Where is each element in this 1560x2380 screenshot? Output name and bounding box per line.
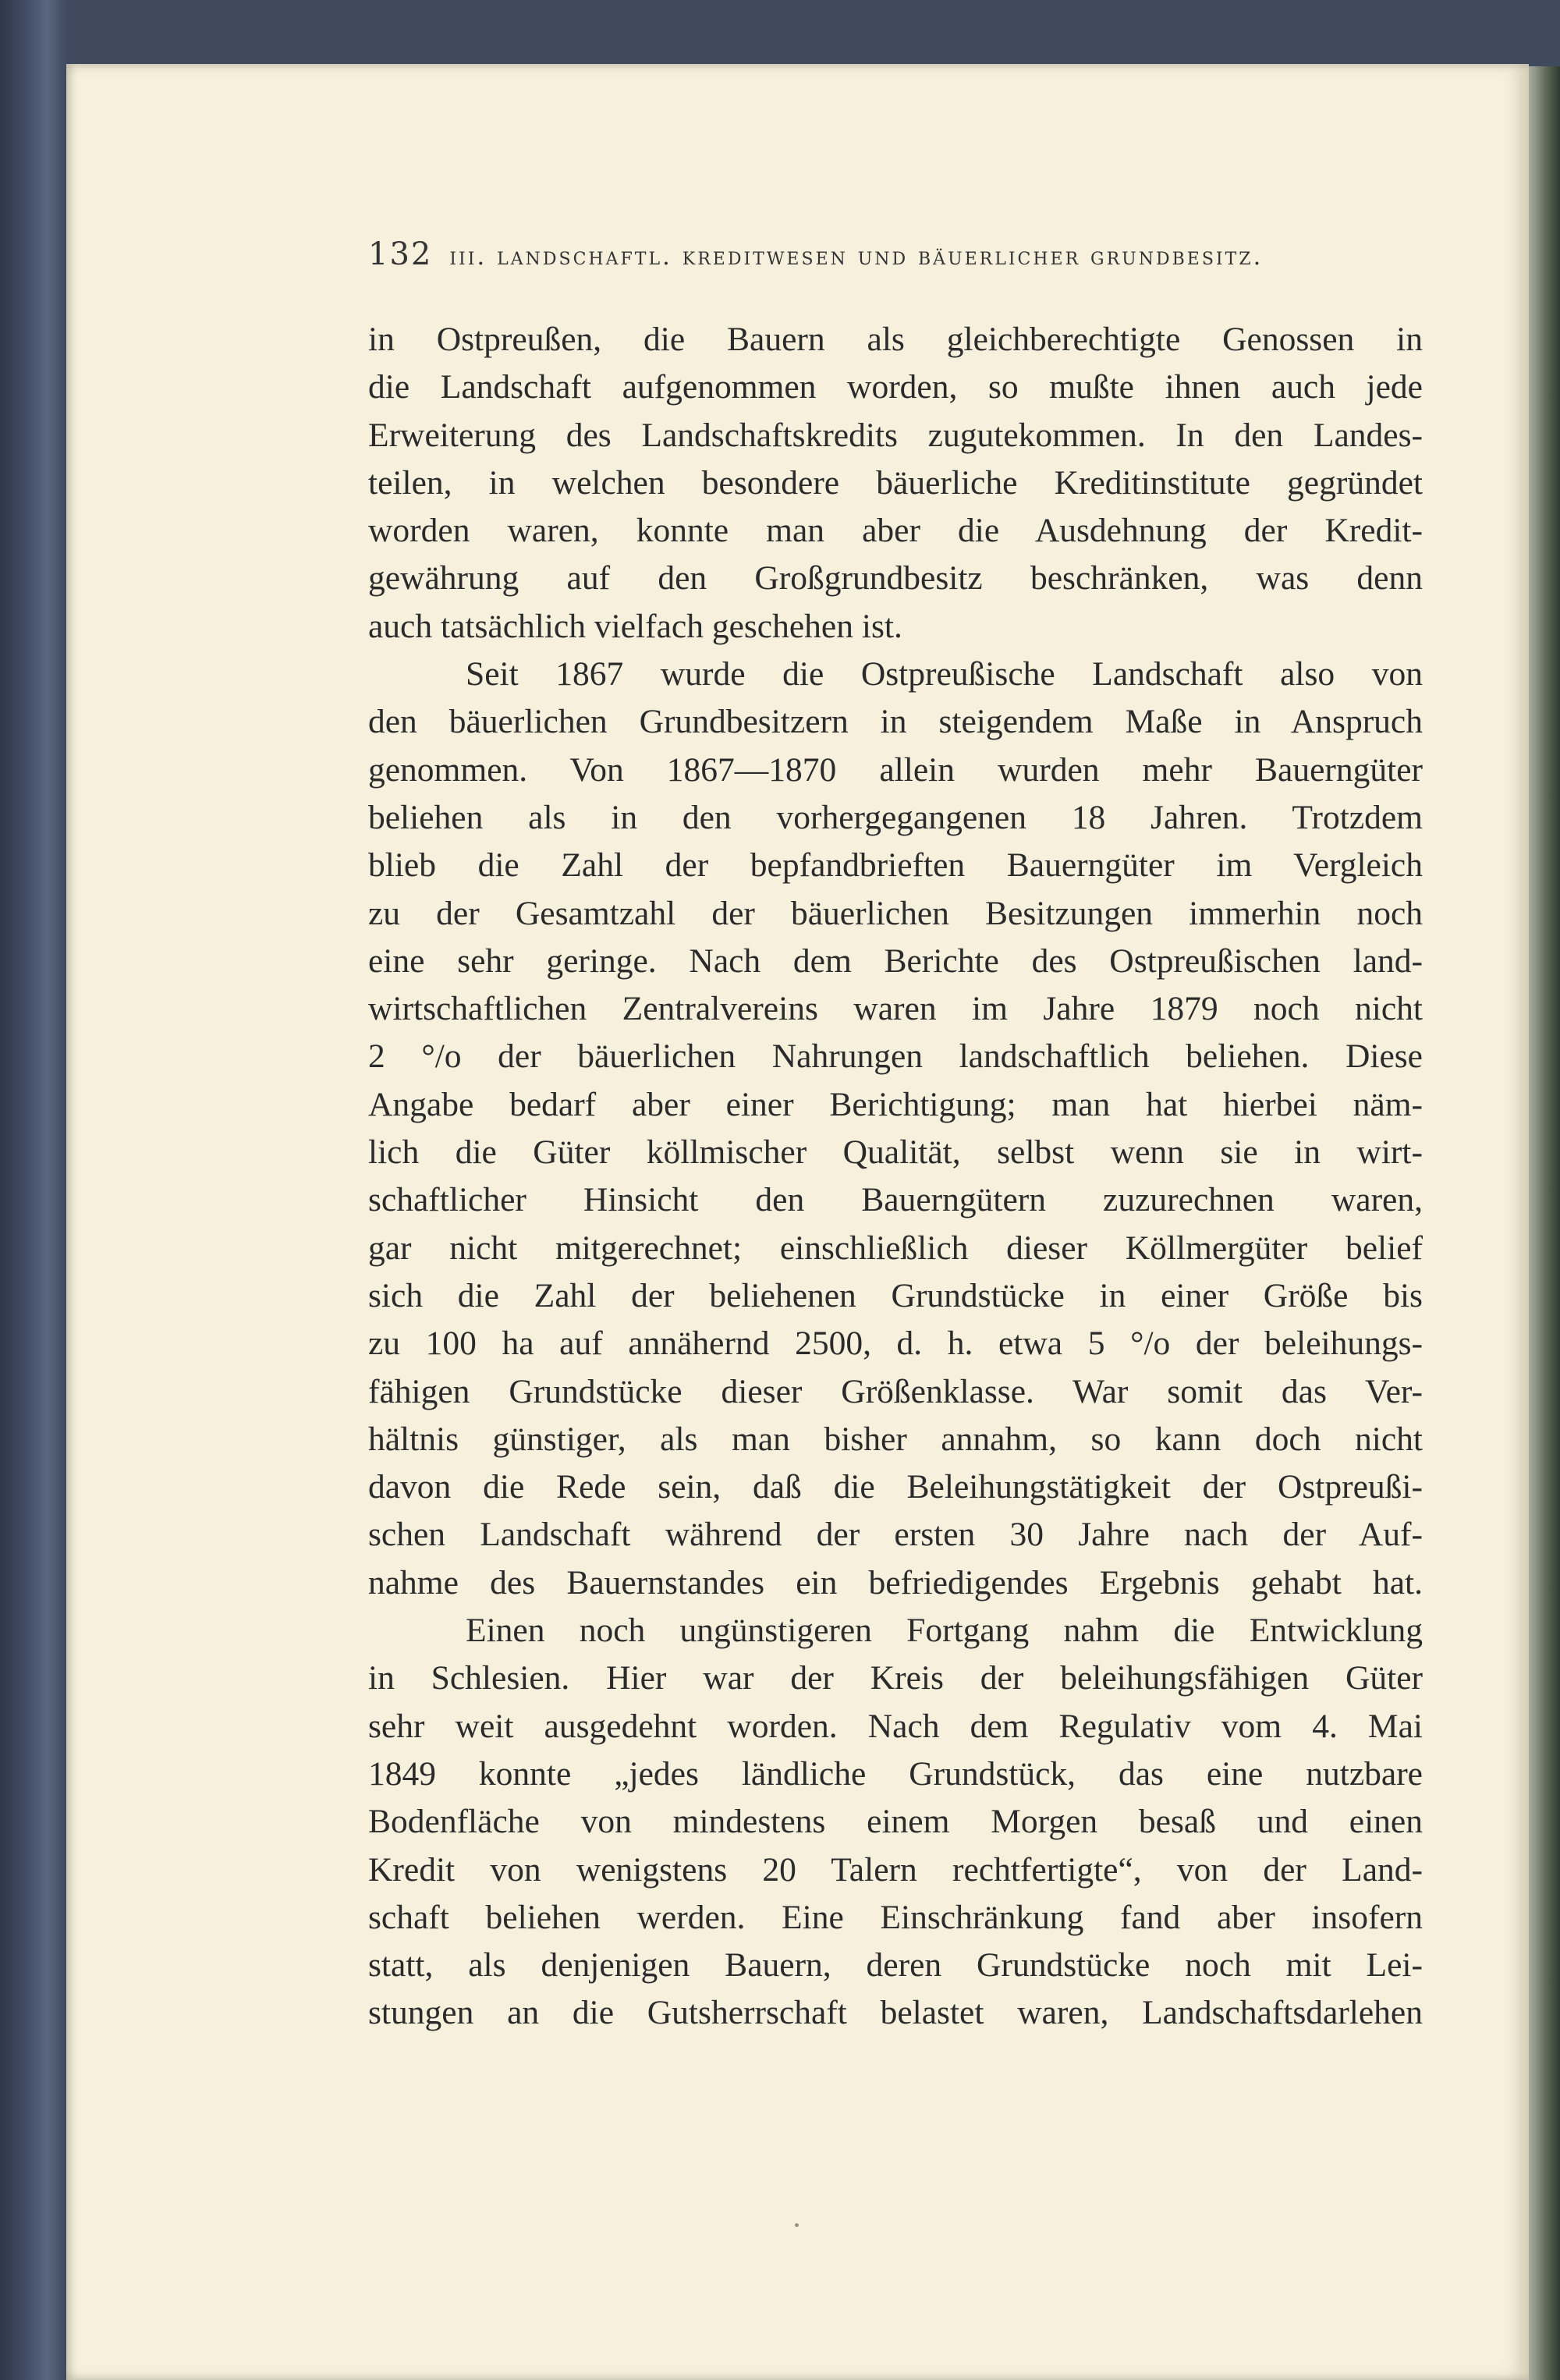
text-line: sehr weit ausgedehnt worden. Nach dem Regulativ vom 4. Mai bbox=[368, 1707, 1423, 1745]
running-title: iii. landschaftl. kreditwesen und bäuerlicher grundbesitz. bbox=[449, 243, 1264, 271]
text-line: Erweiterung des Landschaftskredits zugutekommen. In den Landes- bbox=[368, 416, 1423, 454]
text-line: die Landschaft aufgenommen worden, so mußte ihnen auch jede bbox=[368, 368, 1423, 406]
text-line: stungen an die Gutsherrschaft belastet waren, Landschaftsdarlehen bbox=[368, 1994, 1423, 2032]
text-line: worden waren, konnte man aber die Ausdehnung der Kredit- bbox=[368, 512, 1423, 550]
text-line: beliehen als in den vorhergegangenen 18 Jahren. Trotzdem bbox=[368, 798, 1423, 836]
text-line: wirtschaftlichen Zentralvereins waren im Jahre 1879 noch nicht bbox=[368, 990, 1423, 1028]
text-line: schen Landschaft während der ersten 30 Jahre nach der Auf- bbox=[368, 1516, 1423, 1554]
paragraph-first-line: Seit 1867 wurde die Ostpreußische Landschaft also von bbox=[466, 655, 1423, 693]
text-line: blieb die Zahl der bepfandbrieften Bauerngüter im Vergleich bbox=[368, 846, 1423, 885]
text-line: zu 100 ha auf annähernd 2500, d. h. etwa 5 °/o der beleihungs- bbox=[368, 1325, 1423, 1363]
paragraph-first-line: Einen noch ungünstigeren Fortgang nahm die Entwicklung bbox=[466, 1612, 1423, 1650]
text-line: 1849 konnte „jedes ländliche Grundstück, das eine nutzbare bbox=[368, 1754, 1423, 1793]
text-line: in Ostpreußen, die Bauern als gleichberechtigte Genossen in bbox=[368, 321, 1423, 358]
running-head bbox=[368, 236, 1423, 272]
text-line: fähigen Grundstücke dieser Größenklasse. War somit das Ver- bbox=[368, 1372, 1423, 1410]
text-line: lich die Güter köllmischer Qualität, selbst wenn sie in wirt- bbox=[368, 1133, 1423, 1172]
text-line: statt, als denjenigen Bauern, deren Grundstücke noch mit Lei- bbox=[368, 1946, 1423, 1985]
text-line: genommen. Von 1867—1870 allein wurden mehr Bauerngüter bbox=[368, 750, 1423, 789]
text-line: Angabe bedarf aber einer Berichtigung; man hat hierbei näm- bbox=[368, 1085, 1423, 1123]
text-line: sich die Zahl der beliehenen Grundstücke in einer Größe bis bbox=[368, 1276, 1423, 1314]
text-line: Bodenfläche von mindestens einem Morgen besaß und einen bbox=[368, 1803, 1423, 1841]
text-line: nahme des Bauernstandes ein befriedigendes Ergebnis gehabt hat. bbox=[368, 1563, 1423, 1601]
body-text bbox=[368, 316, 1423, 2038]
text-line: schaft beliehen werden. Eine Einschränkung fand aber insofern bbox=[368, 1898, 1423, 1936]
text-line: auch tatsächlich vielfach geschehen ist. bbox=[368, 607, 902, 645]
text-line: gar nicht mitgerechnet; einschließlich dieser Köllmergüter belief bbox=[368, 1229, 1423, 1267]
paper-speck bbox=[795, 2223, 799, 2227]
text-line: Kredit von wenigstens 20 Talern rechtfertigte“, von der Land- bbox=[368, 1850, 1423, 1889]
text-line: davon die Rede sein, daß die Beleihungstätigkeit der Ostpreußi- bbox=[368, 1468, 1423, 1506]
text-line: eine sehr geringe. Nach dem Berichte des Ostpreußischen land- bbox=[368, 942, 1423, 980]
text-line: den bäuerlichen Grundbesitzern in steigendem Maße in Anspruch bbox=[368, 703, 1423, 741]
text-line: zu der Gesamtzahl der bäuerlichen Besitzungen immerhin noch bbox=[368, 894, 1423, 932]
text-line: 2 °/o der bäuerlichen Nahrungen landschaftlich beliehen. Diese bbox=[368, 1037, 1423, 1076]
text-line: teilen, in welchen besondere bäuerliche Kreditinstitute gegründet bbox=[368, 463, 1423, 502]
text-line: gewährung auf den Großgrundbesitz beschränken, was denn bbox=[368, 559, 1423, 598]
text-line: in Schlesien. Hier war der Kreis der beleihungsfähigen Güter bbox=[368, 1659, 1423, 1697]
text-line: schaftlicher Hinsicht den Bauerngütern zuzurechnen waren, bbox=[368, 1181, 1423, 1219]
text-line: hältnis günstiger, als man bisher annahm, so kann doch nicht bbox=[368, 1420, 1423, 1458]
page-number: 132 bbox=[368, 236, 433, 272]
